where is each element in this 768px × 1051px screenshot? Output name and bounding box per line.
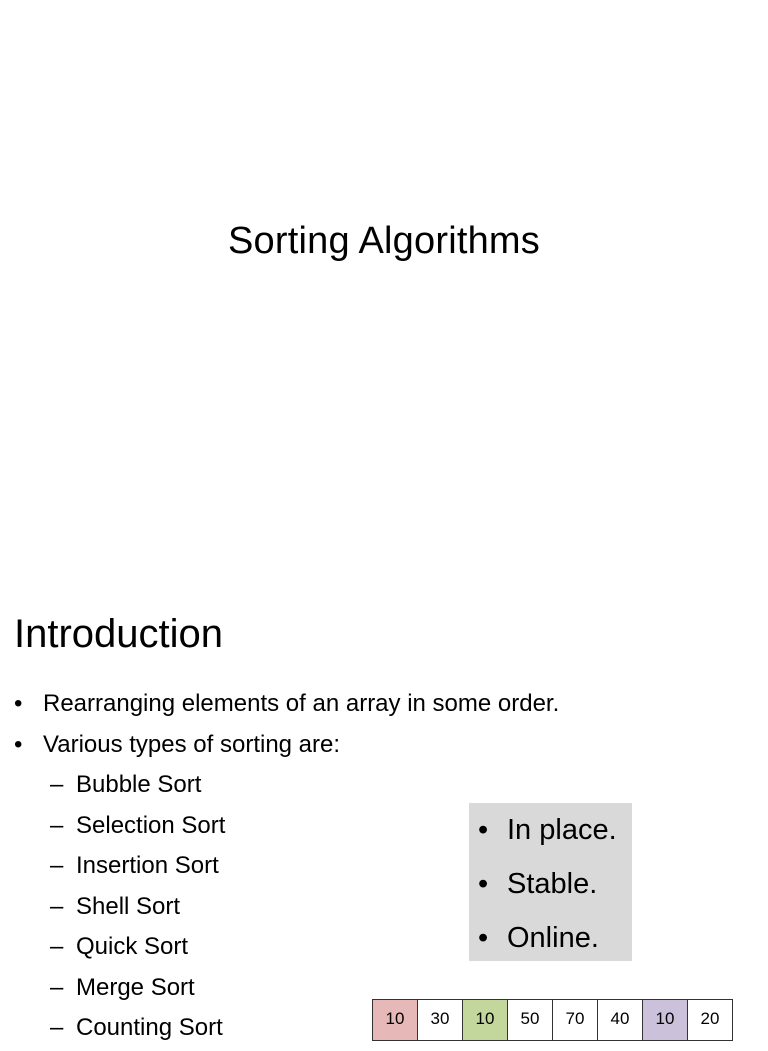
array-cell: 50 — [508, 1000, 553, 1041]
array-cell: 10 — [463, 1000, 508, 1041]
sort-type-item: – Merge Sort — [0, 970, 760, 1011]
bullet-item: • Rearranging elements of an array in some order. — [0, 686, 760, 727]
bullet-list — [0, 686, 760, 1051]
properties-callout — [469, 803, 632, 961]
array-cell: 30 — [418, 1000, 463, 1041]
slide-title: Sorting Algorithms — [228, 220, 540, 262]
property-item: • In place. — [469, 809, 632, 863]
sort-type-item: – Counting Sort — [0, 1010, 760, 1051]
array-cell: 10 — [373, 1000, 418, 1041]
sort-type-item: – Insertion Sort — [0, 848, 760, 889]
array-cell: 70 — [553, 1000, 598, 1041]
sort-type-item: – Selection Sort — [0, 808, 760, 849]
property-item: • Stable. — [469, 863, 632, 917]
array-table — [372, 999, 733, 1041]
bullet-item: • Various types of sorting are: — [0, 727, 760, 768]
array-cell: 10 — [643, 1000, 688, 1041]
sort-type-item: – Bubble Sort — [0, 767, 760, 808]
sort-type-item: – Quick Sort — [0, 929, 760, 970]
array-cell: 40 — [598, 1000, 643, 1041]
sort-type-item: – Shell Sort — [0, 889, 760, 930]
array-cell: 20 — [688, 1000, 733, 1041]
section-heading: Introduction — [14, 612, 224, 656]
array-row — [373, 1000, 733, 1041]
property-item: • Online. — [469, 917, 632, 971]
properties-list — [469, 803, 632, 971]
